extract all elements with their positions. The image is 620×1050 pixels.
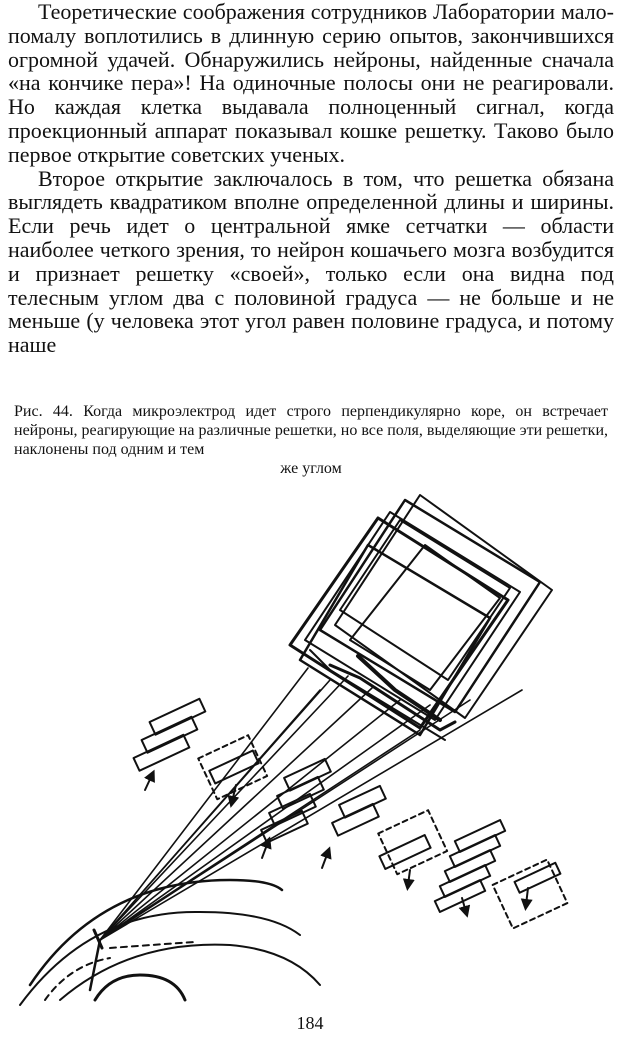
- grating-1: [134, 699, 206, 790]
- body-text: [8, 0, 614, 357]
- grating-5: [378, 810, 447, 885]
- grating-7: [493, 860, 568, 929]
- page-number: 184: [296, 1013, 324, 1033]
- receptive-field-squares: [290, 495, 552, 740]
- projection-lines: [100, 668, 522, 940]
- grating-6: [435, 820, 505, 912]
- paragraph-2: Второе открытие заключалось в том, что решетка обязана выглядеть квадратиком вполне определенной длины и ширины. Если речь идет о центральной ямке сетчатки — области наиболее четкого зрения, то нейрон кошачьего мозга возбудится и признает решетку «своей», только если она видна под телесным углом два с половиной градуса — не больше и не меньше (у человека этот угол равен половине градуса, и потому наше: [8, 165, 614, 358]
- caption-end: же углом: [280, 460, 342, 477]
- paragraph-1: Теоретические соображения сотрудников Лаборатории мало-помалу воплотились в длинную серию опытов, закончившихся огромной удачей. Обнаружились нейроны, найденные сначала «на кончике пера»! На одиночные полосы они не реагировали. Но каждая клетка выдавала полноценный сигнал, когда проекционный аппарат показывал кошке решетку. Таково было первое открытие советских ученых.: [8, 0, 614, 167]
- grating-2: [198, 735, 267, 802]
- grating-4: [322, 786, 386, 868]
- caption-main: Рис. 44. Когда микроэлектрод идет строго перпендикулярно коре, он встречает нейроны, реагирующие на различные решетки, но все поля, выделяющие эти решетки, наклонены под одним и тем: [14, 403, 608, 458]
- figure-44-illustration: [0, 466, 620, 1006]
- grating-stimuli: [134, 699, 568, 929]
- grating-3: [261, 759, 331, 858]
